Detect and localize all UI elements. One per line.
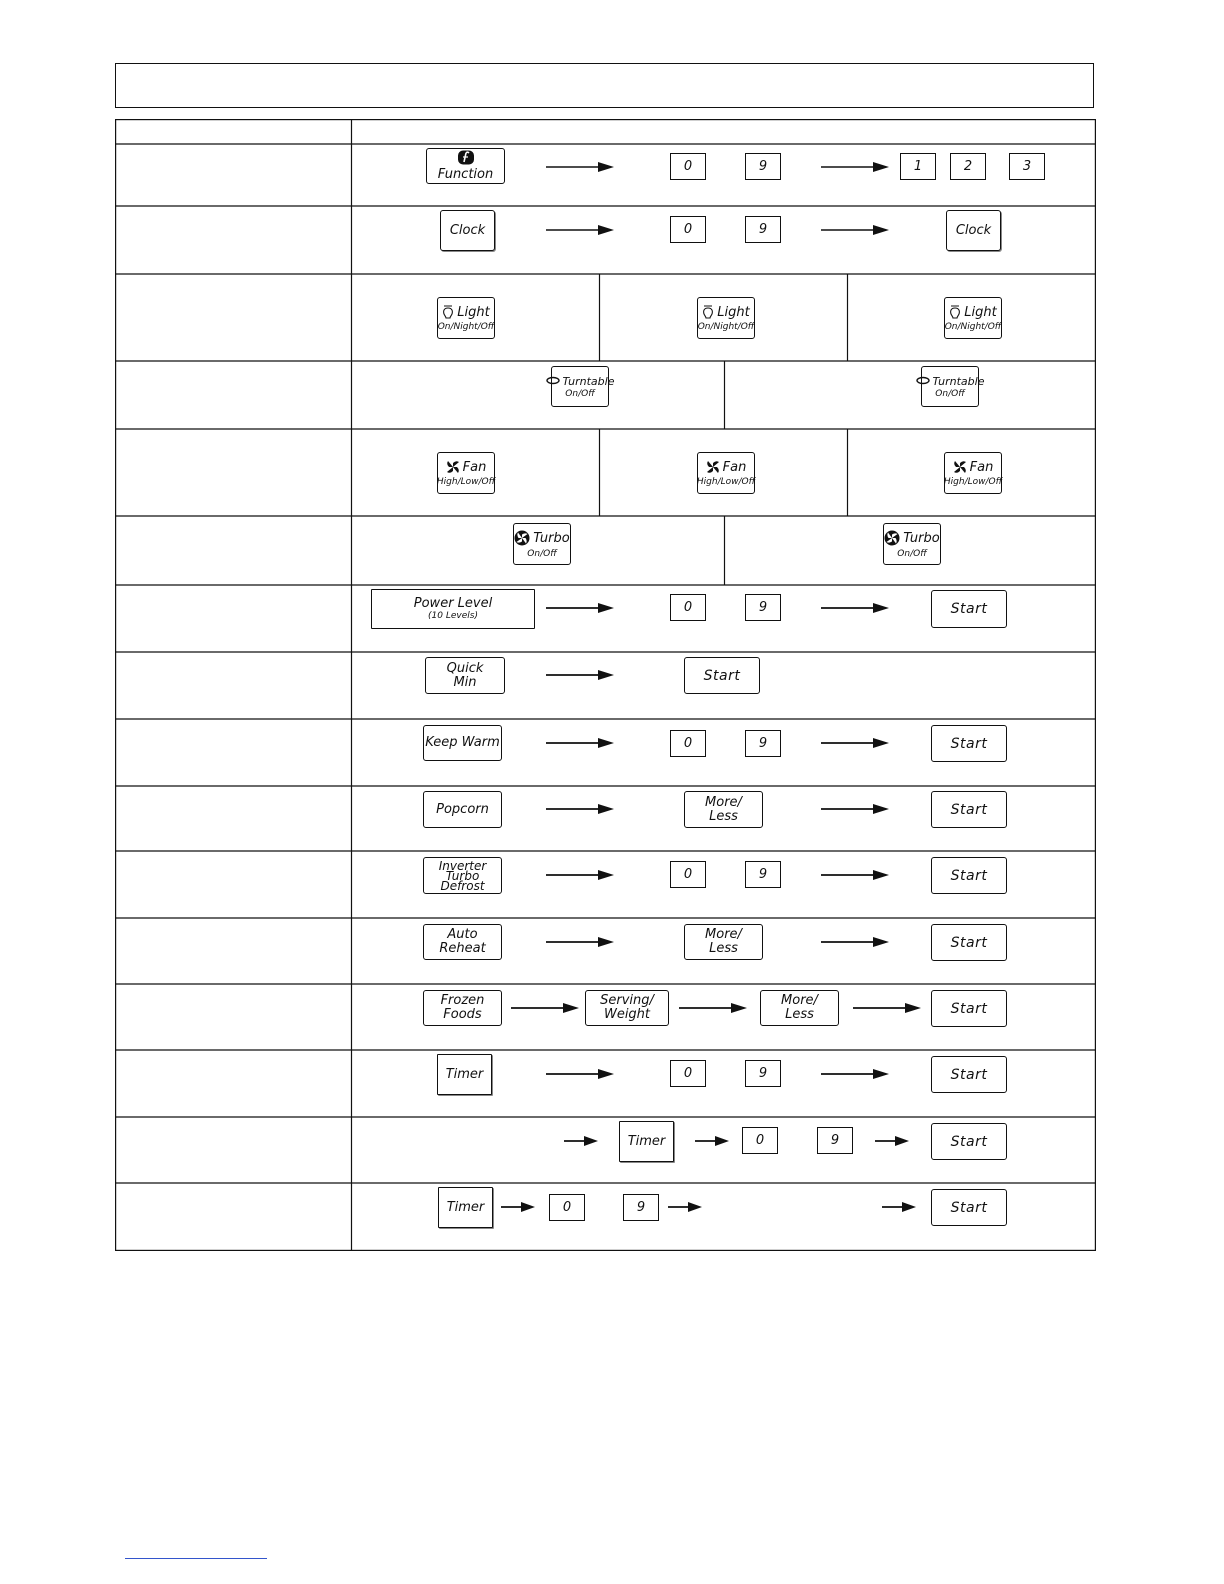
digit-9-key[interactable]: 9 — [817, 1127, 853, 1154]
light-bulb-icon — [442, 305, 454, 322]
arrow-right-icon — [853, 1002, 921, 1014]
arrow-right-icon — [821, 737, 889, 749]
arrow-right-icon — [546, 869, 614, 881]
start-key[interactable]: Start — [931, 791, 1007, 828]
fan-key[interactable] — [944, 452, 1002, 494]
more-less-key-label-1: More/ — [781, 993, 818, 1008]
turntable-icon — [916, 376, 930, 388]
arrow-right-icon — [546, 602, 614, 614]
timer-key[interactable]: Timer — [438, 1187, 493, 1228]
turntable-key[interactable] — [551, 366, 615, 407]
fan-key-sublabel: High/Low/Off — [943, 476, 1003, 487]
turntable-key[interactable] — [921, 366, 985, 407]
arrow-right-icon — [821, 803, 889, 815]
arrow-right-icon — [546, 936, 614, 948]
arrow-right-icon — [546, 737, 614, 749]
turbo-key-label: Turbo — [533, 531, 570, 546]
digit-0-key[interactable]: 0 — [670, 1060, 706, 1087]
arrow-right-icon — [821, 1068, 889, 1080]
more-less-key[interactable] — [760, 990, 839, 1026]
quick-min-key[interactable] — [425, 657, 505, 694]
inverter-key-label-3: Defrost — [440, 878, 485, 893]
frozen-foods-key-label-2: Foods — [443, 1007, 482, 1022]
start-key[interactable]: Start — [931, 1123, 1007, 1160]
auto-reheat-key[interactable] — [423, 924, 502, 960]
auto-reheat-key-label-1: Auto — [447, 927, 478, 942]
arrow-right-icon — [821, 161, 889, 173]
digit-9-key[interactable]: 9 — [745, 861, 781, 888]
turntable-key-label: Turntable — [562, 374, 615, 388]
quick-min-key-label-2: Min — [453, 674, 477, 690]
clock-key[interactable]: Clock — [946, 210, 1001, 251]
function-key-label: Function — [437, 167, 494, 182]
inverter-key-label-1: Inverter — [438, 858, 487, 873]
frozen-foods-key[interactable] — [423, 990, 502, 1026]
digit-0-key[interactable]: 0 — [549, 1194, 585, 1221]
light-key-sublabel: On/Night/Off — [944, 321, 1002, 332]
arrow-right-icon — [875, 1135, 909, 1147]
inverter-key-label-2: Turbo — [445, 868, 480, 883]
start-key[interactable]: Start — [684, 657, 760, 694]
function-icon — [457, 150, 475, 168]
light-key-sublabel: On/Night/Off — [437, 321, 495, 332]
arrow-right-icon — [821, 224, 889, 236]
power-level-key-sublabel: (10 Levels) — [428, 611, 478, 621]
light-key[interactable] — [944, 297, 1002, 339]
start-key[interactable]: Start — [931, 590, 1007, 628]
frozen-foods-key-label-1: Frozen — [440, 993, 485, 1008]
arrow-right-icon — [882, 1201, 916, 1213]
light-key-sublabel: On/Night/Off — [697, 321, 755, 332]
digit-0-key[interactable]: 0 — [670, 861, 706, 888]
start-key[interactable]: Start — [931, 990, 1007, 1027]
serving-weight-key-label-2: Weight — [603, 1007, 651, 1022]
turbo-icon — [514, 530, 530, 549]
arrow-right-icon — [668, 1201, 702, 1213]
digit-0-key[interactable]: 0 — [670, 594, 706, 621]
fan-icon — [953, 460, 967, 477]
digit-0-key[interactable]: 0 — [670, 216, 706, 243]
arrow-right-icon — [546, 803, 614, 815]
arrow-right-icon — [511, 1002, 579, 1014]
fan-key-sublabel: High/Low/Off — [696, 476, 756, 487]
turbo-key-sublabel: On/Off — [897, 548, 927, 559]
light-key-label: Light — [717, 305, 750, 320]
popcorn-key[interactable]: Popcorn — [423, 791, 502, 828]
arrow-right-icon — [821, 602, 889, 614]
start-key[interactable]: Start — [931, 1189, 1007, 1226]
arrow-right-icon — [546, 669, 614, 681]
digit-9-key[interactable]: 9 — [623, 1194, 659, 1221]
serving-weight-key[interactable] — [585, 990, 669, 1026]
digit-0-key[interactable]: 0 — [742, 1127, 778, 1154]
arrow-right-icon — [546, 1068, 614, 1080]
light-bulb-icon — [949, 305, 961, 322]
timer-key[interactable]: Timer — [619, 1121, 674, 1162]
digit-9-key[interactable]: 9 — [745, 1060, 781, 1087]
turntable-key-sublabel: On/Off — [935, 388, 965, 399]
digit-0-key[interactable]: 0 — [670, 730, 706, 757]
arrow-right-icon — [564, 1135, 598, 1147]
function-key[interactable] — [426, 148, 505, 184]
digit-0-key[interactable]: 0 — [670, 153, 706, 180]
more-less-key-label-1: More/ — [705, 794, 742, 810]
arrow-right-icon — [821, 869, 889, 881]
turbo-key-label: Turbo — [903, 531, 940, 546]
light-bulb-icon — [702, 305, 714, 322]
serving-weight-key-label-1: Serving/ — [600, 993, 654, 1008]
arrow-right-icon — [695, 1135, 729, 1147]
arrow-right-icon — [546, 224, 614, 236]
more-less-key-label-2: Less — [709, 808, 738, 824]
light-key-label: Light — [457, 305, 490, 320]
fan-key-label: Fan — [722, 460, 747, 475]
more-less-key-label-2: Less — [785, 1007, 814, 1022]
digit-9-key[interactable]: 9 — [745, 730, 781, 757]
more-less-key[interactable] — [684, 791, 763, 828]
arrow-right-icon — [679, 1002, 747, 1014]
more-less-key-label-2: Less — [709, 941, 738, 956]
turbo-key[interactable] — [513, 523, 571, 565]
arrow-right-icon — [821, 936, 889, 948]
more-less-key-label-1: More/ — [705, 927, 742, 942]
fan-key-label: Fan — [969, 460, 994, 475]
fan-key-label: Fan — [462, 460, 487, 475]
footer-link-underline[interactable] — [125, 1558, 267, 1559]
turntable-icon — [546, 376, 560, 388]
start-key[interactable]: Start — [931, 1056, 1007, 1093]
digit-9-key[interactable]: 9 — [745, 216, 781, 243]
inverter-turbo-defrost-key[interactable] — [423, 857, 502, 894]
power-level-key[interactable] — [371, 589, 535, 629]
turntable-key-sublabel: On/Off — [565, 388, 595, 399]
digit-3-key[interactable]: 3 — [1009, 153, 1045, 180]
light-key-label: Light — [964, 305, 997, 320]
timer-key[interactable]: Timer — [437, 1054, 492, 1095]
fan-key[interactable] — [437, 452, 495, 494]
fan-icon — [446, 460, 460, 477]
fan-icon — [706, 460, 720, 477]
digit-1-key[interactable]: 1 — [900, 153, 936, 180]
turbo-key-sublabel: On/Off — [527, 548, 557, 559]
power-level-key-label: Power Level — [413, 596, 493, 611]
auto-reheat-key-label-2: Reheat — [439, 941, 486, 956]
start-key[interactable]: Start — [931, 857, 1007, 894]
light-key[interactable] — [437, 297, 495, 339]
turntable-key-label: Turntable — [932, 374, 985, 388]
header-box — [115, 63, 1094, 108]
start-key[interactable]: Start — [931, 924, 1007, 961]
more-less-key[interactable] — [684, 924, 763, 960]
digit-2-key[interactable]: 2 — [950, 153, 986, 180]
turbo-key[interactable] — [883, 523, 941, 565]
start-key[interactable]: Start — [931, 725, 1007, 762]
fan-key[interactable] — [697, 452, 755, 494]
keep-warm-key[interactable]: Keep Warm — [423, 725, 502, 761]
turbo-icon — [884, 530, 900, 549]
digit-9-key[interactable]: 9 — [745, 153, 781, 180]
arrow-right-icon — [501, 1201, 535, 1213]
clock-key[interactable]: Clock — [440, 210, 495, 251]
arrow-right-icon — [546, 161, 614, 173]
fan-key-sublabel: High/Low/Off — [436, 476, 496, 487]
quick-min-key-label-1: Quick — [446, 660, 484, 676]
digit-9-key[interactable]: 9 — [745, 594, 781, 621]
light-key[interactable] — [697, 297, 755, 339]
